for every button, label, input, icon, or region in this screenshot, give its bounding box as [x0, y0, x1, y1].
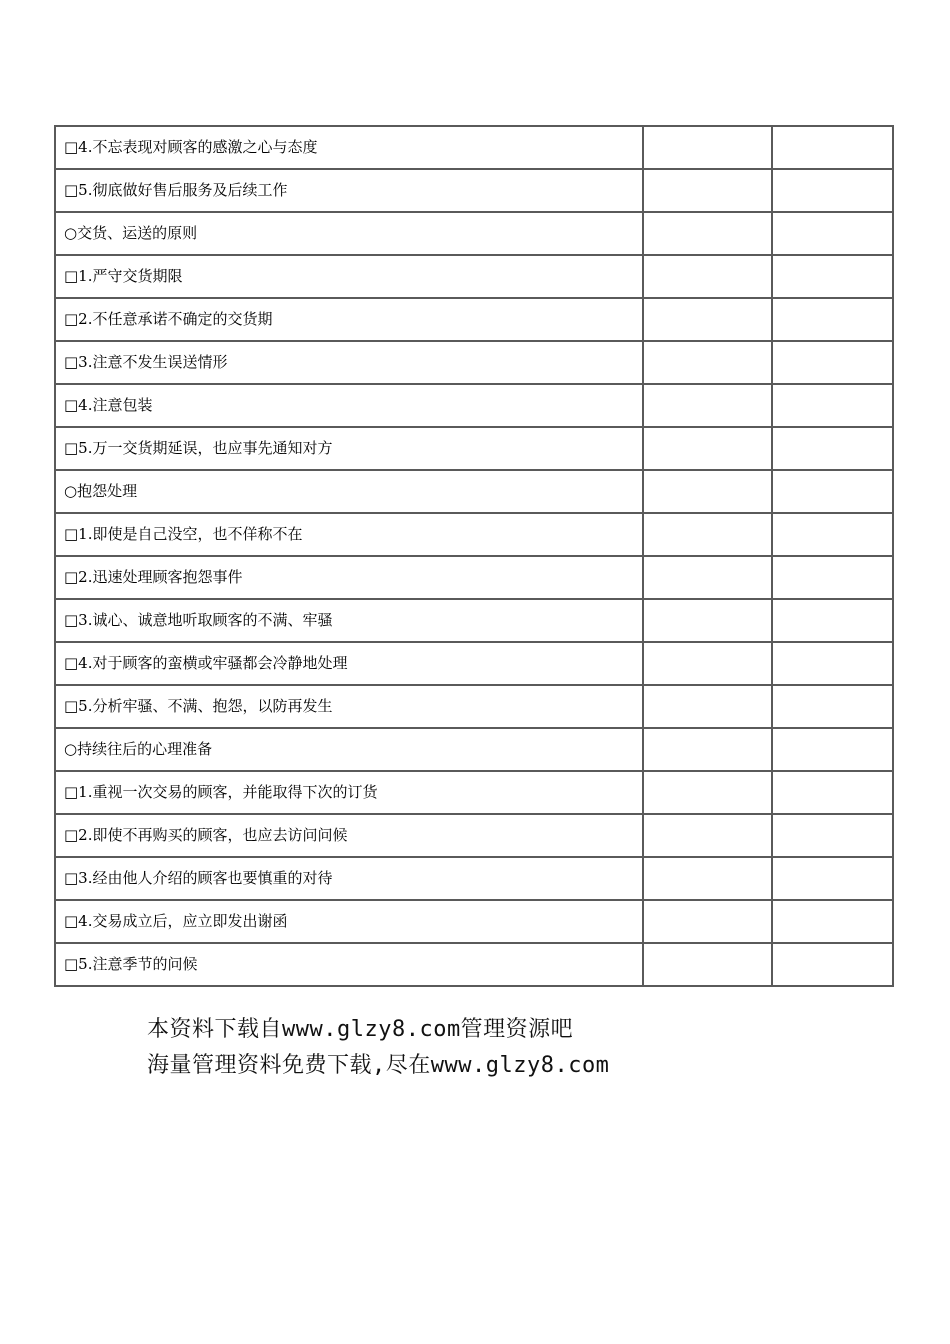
check-cell — [773, 170, 892, 213]
table-row — [56, 600, 892, 643]
check-cell — [773, 342, 892, 385]
item-text: □1.重视一次交易的顾客，并能取得下次的订货 — [56, 772, 644, 815]
item-text: □4.对于顾客的蛮横或牢骚都会冷静地处理 — [56, 643, 644, 686]
check-cell — [773, 127, 892, 170]
table-row — [56, 557, 892, 600]
table-row — [56, 428, 892, 471]
check-cell — [773, 643, 892, 686]
check-cell — [644, 772, 773, 815]
check-cell — [644, 557, 773, 600]
table-row — [56, 901, 892, 944]
item-text: □5.注意季节的问候 — [56, 944, 644, 985]
item-text: □3.诚心、诚意地听取顾客的不满、牢骚 — [56, 600, 644, 643]
check-cell — [644, 600, 773, 643]
table-row — [56, 342, 892, 385]
item-text: □5.彻底做好售后服务及后续工作 — [56, 170, 644, 213]
check-cell — [773, 385, 892, 428]
check-cell — [644, 428, 773, 471]
item-text: □4.不忘表现对顾客的感激之心与态度 — [56, 127, 644, 170]
check-cell — [644, 170, 773, 213]
table-row — [56, 514, 892, 557]
footer-line-promo: 海量管理资料免费下载,尽在www.glzy8.com — [147, 1053, 610, 1078]
check-cell — [773, 600, 892, 643]
check-cell — [773, 471, 892, 514]
check-cell — [773, 514, 892, 557]
table-row — [56, 686, 892, 729]
footer-line-source: 本资料下载自www.glzy8.com管理资源吧 — [147, 1017, 574, 1042]
check-cell — [644, 514, 773, 557]
check-cell — [773, 858, 892, 901]
check-cell — [644, 815, 773, 858]
check-cell — [644, 686, 773, 729]
check-cell — [773, 901, 892, 944]
check-cell — [644, 127, 773, 170]
check-cell — [644, 342, 773, 385]
check-cell — [773, 256, 892, 299]
table-row — [56, 858, 892, 901]
check-cell — [773, 944, 892, 985]
item-text: □1.严守交货期限 — [56, 256, 644, 299]
check-cell — [644, 299, 773, 342]
check-cell — [773, 772, 892, 815]
item-text: □2.不任意承诺不确定的交货期 — [56, 299, 644, 342]
table-row — [56, 256, 892, 299]
item-text: □5.万一交货期延误，也应事先通知对方 — [56, 428, 644, 471]
check-cell — [644, 385, 773, 428]
check-cell — [644, 858, 773, 901]
table-row — [56, 815, 892, 858]
item-text: □4.交易成立后，应立即发出谢函 — [56, 901, 644, 944]
check-cell — [773, 213, 892, 256]
check-cell — [773, 729, 892, 772]
check-cell — [644, 256, 773, 299]
item-text: □3.经由他人介绍的顾客也要慎重的对待 — [56, 858, 644, 901]
table-row — [56, 729, 892, 772]
check-cell — [644, 471, 773, 514]
item-text: □1.即使是自己没空，也不佯称不在 — [56, 514, 644, 557]
check-cell — [644, 213, 773, 256]
table-row — [56, 385, 892, 428]
checklist-table — [54, 125, 894, 987]
item-text: □4.注意包装 — [56, 385, 644, 428]
table-row — [56, 772, 892, 815]
check-cell — [773, 428, 892, 471]
table-row — [56, 213, 892, 256]
check-cell — [773, 686, 892, 729]
item-text: □5.分析牢骚、不满、抱怨，以防再发生 — [56, 686, 644, 729]
table-row — [56, 643, 892, 686]
section-heading: ○抱怨处理 — [56, 471, 644, 514]
check-cell — [644, 901, 773, 944]
table-row — [56, 170, 892, 213]
table-row — [56, 299, 892, 342]
check-cell — [773, 815, 892, 858]
check-cell — [773, 299, 892, 342]
item-text: □3.注意不发生误送情形 — [56, 342, 644, 385]
download-footer — [147, 1012, 609, 1084]
check-cell — [773, 557, 892, 600]
item-text: □2.即使不再购买的顾客，也应去访问问候 — [56, 815, 644, 858]
check-cell — [644, 643, 773, 686]
item-text: □2.迅速处理顾客抱怨事件 — [56, 557, 644, 600]
section-heading: ○交货、运送的原则 — [56, 213, 644, 256]
check-cell — [644, 729, 773, 772]
table-row — [56, 127, 892, 170]
table-row — [56, 944, 892, 985]
section-heading: ○持续往后的心理准备 — [56, 729, 644, 772]
table-row — [56, 471, 892, 514]
check-cell — [644, 944, 773, 985]
